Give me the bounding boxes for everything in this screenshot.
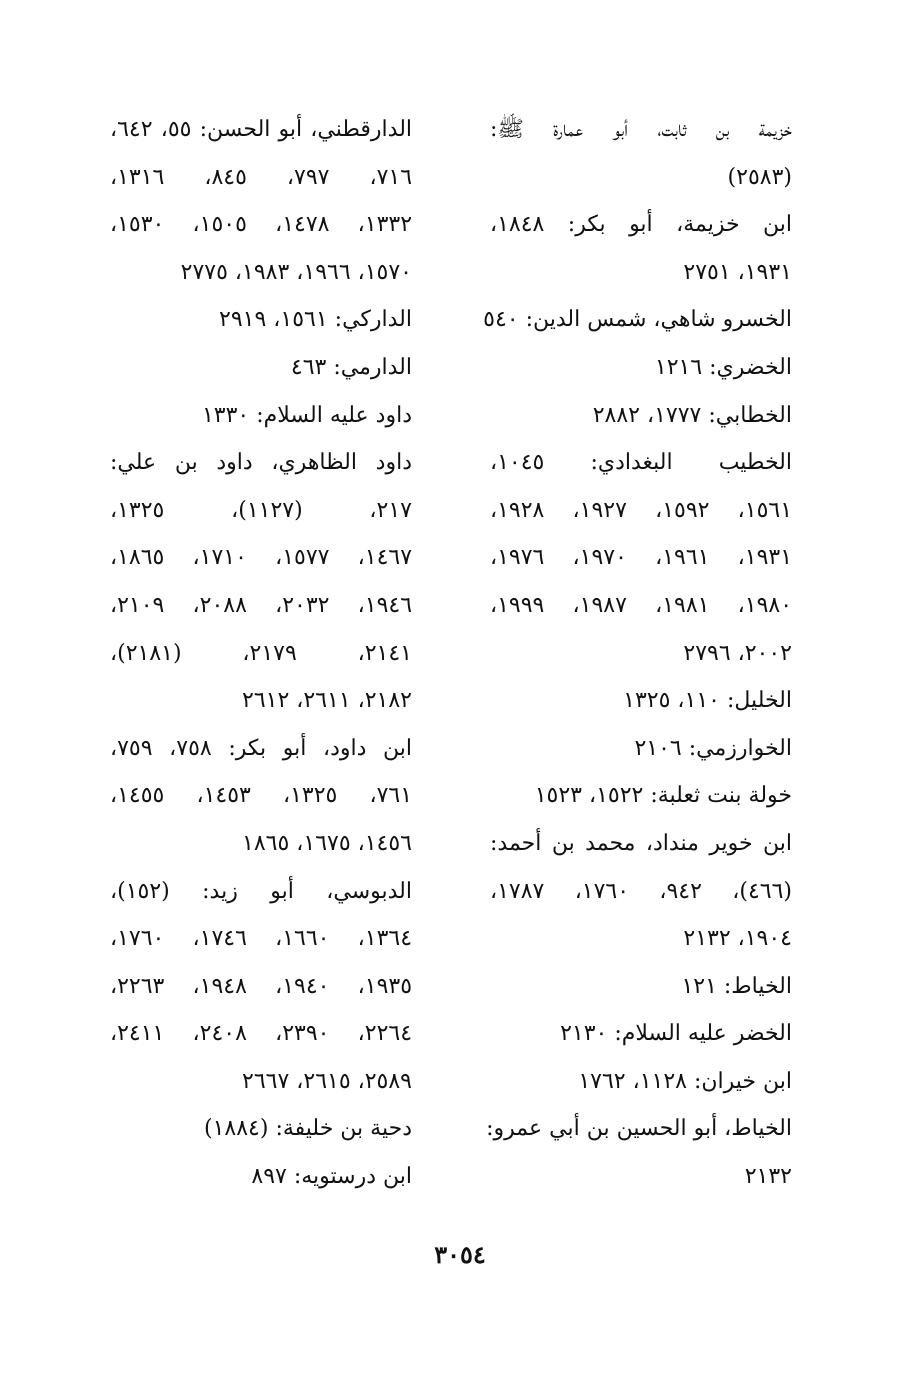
index-line: ابن داود، أبو بكر: ٧٥٨، ٧٥٩،	[110, 735, 413, 761]
index-line: ٢١٣٢	[744, 1164, 792, 1190]
index-line: ٧٦١، ١٣٢٥، ١٤٥٣، ١٤٥٥،	[110, 783, 413, 809]
index-line: ٢١٤١، ٢١٧٩، (٢١٨١)،	[110, 640, 412, 666]
index-line: الخضر عليه السلام: ٢١٣٠	[560, 1021, 792, 1047]
index-line: ابن خزيمة، أبو بكر: ١٨٤٨،	[490, 212, 792, 238]
index-line: ابن خيران: ١١٢٨، ١٧٦٢	[578, 1068, 792, 1094]
index-line: دحية بن خليفة: (١٨٨٤)	[204, 1116, 412, 1142]
index-line: خولة بنت ثعلبة: ١٥٢٢، ١٥٢٣	[534, 783, 792, 809]
index-line: ١٣٣٢، ١٤٧٨، ١٥٠٥، ١٥٣٠،	[110, 212, 413, 238]
index-line: ٢٠٠٢، ٢٧٩٦	[683, 640, 792, 666]
index-line: ١٤٥٦، ١٦٧٥، ١٨٦٥	[242, 830, 412, 856]
index-line: الدارمي: ٤٦٣	[290, 354, 412, 380]
index-line: ابن خوير منداد، محمد بن أحمد:	[490, 830, 792, 856]
index-line: ١٤٦٧، ١٥٧٧، ١٧١٠، ١٨٦٥،	[110, 545, 413, 571]
index-line: ١٩٣١، ١٩٦١، ١٩٧٠، ١٩٧٦،	[490, 545, 793, 571]
index-line: الخسرو شاهي، شمس الدين: ٥٤٠	[483, 307, 792, 333]
index-line: خزيمة بن ثابت، أبو عمارة ﷺ:	[490, 117, 792, 142]
index-line: الخطيب البغدادي: ١٠٤٥،	[490, 450, 792, 476]
index-column-left	[110, 106, 412, 1201]
index-line: ١٩٣١، ٢٧٥١	[683, 259, 792, 285]
index-line: الخضري: ١٢١٦	[654, 354, 792, 380]
index-line: ٢٢٦٤، ٢٣٩٠، ٢٤٠٨، ٢٤١١،	[110, 1021, 413, 1047]
index-line: داود عليه السلام: ١٣٣٠	[201, 402, 412, 428]
index-line: ١٩٠٤، ٢١٣٢	[683, 926, 792, 952]
index-line: ١٣٦٤، ١٦٦٠، ١٧٤٦، ١٧٦٠،	[110, 926, 413, 952]
index-line: الخوارزمي: ٢١٠٦	[634, 735, 792, 761]
index-line: ٧١٦، ٧٩٧، ٨٤٥، ١٣١٦،	[110, 164, 413, 190]
index-line: الداركي: ١٥٦١، ٢٩١٩	[219, 307, 412, 333]
index-line: ١٥٦١، ١٥٩٢، ١٩٢٧، ١٩٢٨،	[490, 497, 793, 523]
index-line: ١٩٣٥، ١٩٤٠، ١٩٤٨، ٢٢٦٣،	[110, 973, 413, 999]
index-line: الخياط: ١٢١	[681, 973, 792, 999]
index-line: الدارقطني، أبو الحسن: ٥٥، ٦٤٢،	[110, 117, 413, 142]
index-line: ١٩٤٦، ٢٠٣٢، ٢٠٨٨، ٢١٠٩،	[110, 592, 413, 618]
page-number: ٣٠٥٤	[434, 1240, 486, 1269]
index-line: الدبوسي، أبو زيد: (١٥٢)،	[110, 878, 412, 904]
index-line: الخطابي: ١٧٧٧، ٢٨٨٢	[592, 402, 792, 428]
index-line: داود الظاهري، داود بن علي:	[110, 450, 412, 476]
index-line: الخليل: ١١٠، ١٣٢٥	[623, 688, 792, 714]
index-line: ابن درستويه: ٨٩٧	[251, 1164, 412, 1190]
index-line: الخياط، أبو الحسين بن أبي عمرو:	[486, 1116, 792, 1142]
index-line: ١٩٨٠، ١٩٨١، ١٩٨٧، ١٩٩٩،	[490, 592, 793, 618]
index-line: (٤٦٦)، ٩٤٢، ١٧٦٠، ١٧٨٧،	[490, 878, 792, 904]
index-line: ٢١٨٢، ٢٦١١، ٢٦١٢	[242, 688, 412, 714]
index-column-right	[483, 106, 793, 1201]
index-line: ٢٥٨٩، ٢٦١٥، ٢٦٦٧	[242, 1068, 412, 1094]
index-line: (٢٥٨٣)	[727, 164, 792, 190]
index-line: ١٥٧٠، ١٩٦٦، ١٩٨٣، ٢٧٧٥	[180, 259, 412, 285]
index-line: ٢١٧، (١١٢٧)، ١٣٢٥،	[110, 497, 412, 523]
